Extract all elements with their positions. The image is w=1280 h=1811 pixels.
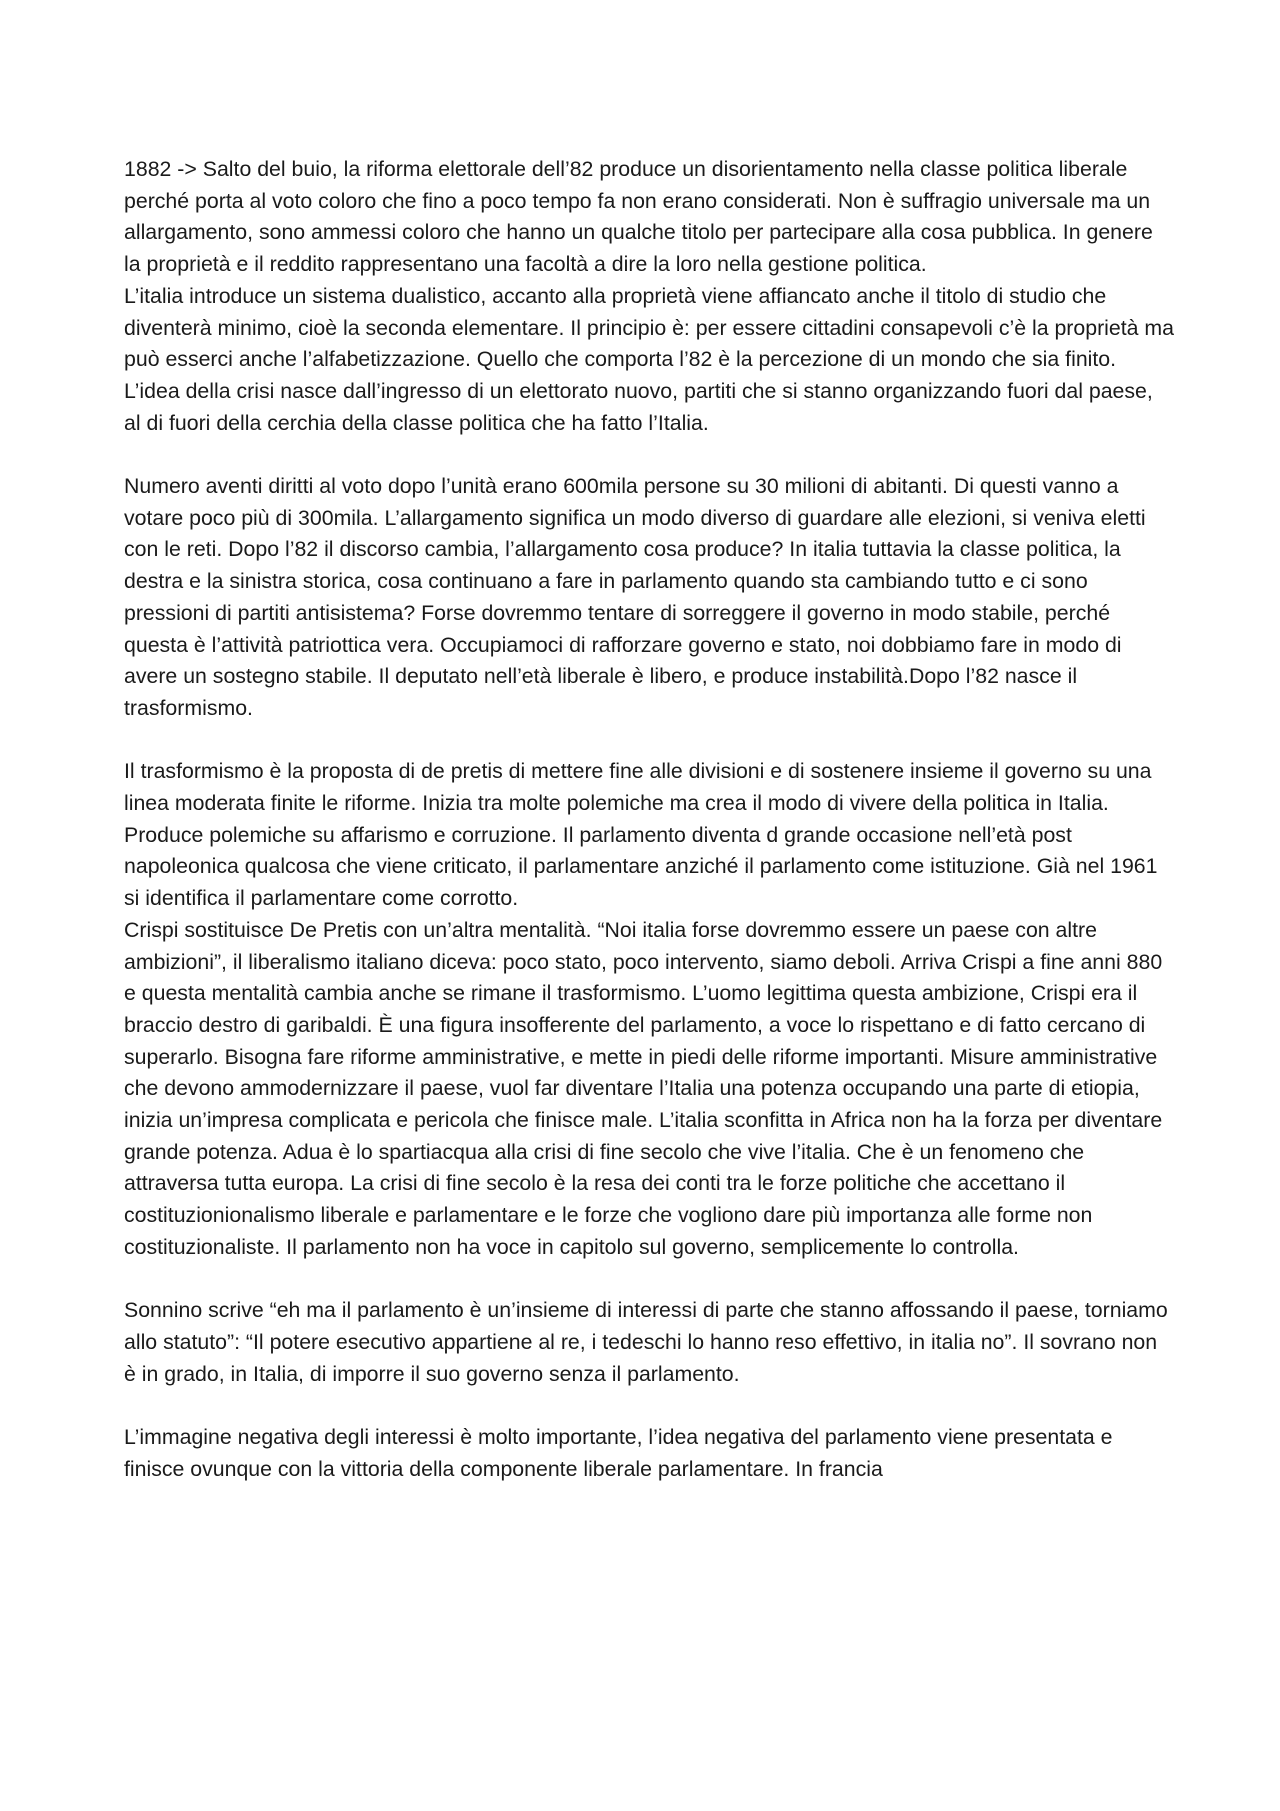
paragraph-trasformismo: Il trasformismo è la proposta di de pretis di mettere fine alle divisioni e di sostenere insieme il governo su una linea moderata finite le riforme. Inizia tra molte polemiche ma crea il modo di vivere della politica in Italia. Produce polemiche su affarismo e corruzione. Il parlamento diventa d grande occasione nell’età post napoleonica qualcosa che viene criticato, il parlamentare anziché il parlamento come istituzione. Già nel 1961 si identifica il parlamentare come corrotto.	[124, 759, 1158, 911]
paragraph-1882-reform: 1882 -> Salto del buio, la riforma elettorale dell’82 produce un disorientamento nella classe politica liberale perché porta al voto coloro che fino a poco tempo fa non erano considerati. Non è suffragio universale ma un allargamento, sono ammessi coloro che hanno un qualche titolo per partecipare alla cosa pubblica. In genere la proprietà e il reddito rappresentano una facoltà a dire la loro nella gestione politica.	[124, 157, 1153, 277]
paragraph-negative-image: L’immagine negativa degli interessi è molto importante, l’idea negativa del parlamento viene presentata e finisce ovunque con la vittoria della componente liberale parlamentare. In francia	[124, 1425, 1113, 1481]
paragraph-sonnino: Sonnino scrive “eh ma il parlamento è un’insieme di interessi di parte che stanno affossando il paese, torniamo allo statuto”: “Il potere esecutivo appartiene al re, i tedeschi lo hanno reso effettivo, in italia no”. Il sovrano non è in grado, in Italia, di imporre il suo governo senza il parlamento.	[124, 1298, 1168, 1386]
paragraph-gap	[124, 725, 1174, 757]
document-body	[124, 154, 1174, 1485]
paragraph-voters-number: Numero aventi diritti al voto dopo l’unità erano 600mila persone su 30 milioni di abitanti. Di questi vanno a votare poco più di 300mila. L’allargamento significa un modo diverso di guardare alle elezioni, si veniva eletti con le reti. Dopo l’82 il discorso cambia, l’allargamento cosa produce? In italia tuttavia la classe politica, la destra e la sinistra storica, cosa continuano a fare in parlamento quando sta cambiando tutto e ci sono pressioni di partiti antisistema? Forse dovremmo tentare di sorreggere il governo in modo stabile, perché questa è l’attività patriottica vera. Occupiamoci di rafforzare governo e stato, noi dobbiamo fare in modo di avere un sostegno stabile. Il deputato nell’età liberale è libero, e produce instabilità.Dopo l’82 nasce il trasformismo.	[124, 474, 1146, 720]
paragraph-gap	[124, 1390, 1174, 1422]
paragraph-crispi: Crispi sostituisce De Pretis con un’altra mentalità. “Noi italia forse dovremmo essere un paese con altre ambizioni”, il liberalismo italiano diceva: poco stato, poco intervento, siamo deboli. Arriva Crispi a fine anni 880 e questa mentalità cambia anche se rimane il trasformismo. L’uomo legittima questa ambizione, Crispi era il braccio destro di garibaldi. È una figura insofferente del parlamento, a voce lo rispettano e di fatto cercano di superarlo. Bisogna fare riforme amministrative, e mette in piedi delle riforme importanti. Misure amministrative che devono ammodernizzare il paese, vuol far diventare l’Italia una potenza occupando una parte di etiopia, inizia un’impresa complicata e pericola che finisce male. L’italia sconfitta in Africa non ha la forza per diventare grande potenza. Adua è lo spartiacqua alla crisi di fine secolo che vive l’italia. Che è un fenomeno che attraversa tutta europa. La crisi di fine secolo è la resa dei conti tra le forze politiche che accettano il costituzionionalismo liberale e parlamentare e le forze che vogliono dare più importanza alle forme non costituzionaliste. Il parlamento non ha voce in capitolo sul governo, semplicemente lo controlla.	[124, 917, 1163, 1259]
paragraph-dualistic-system: L’italia introduce un sistema dualistico, accanto alla proprietà viene affiancato anche il titolo di studio che diventerà minimo, cioè la seconda elementare. Il principio è: per essere cittadini consapevoli c’è la proprietà ma può esserci anche l’alfabetizzazione. Quello che comporta l’82 è la percezione di un mondo che sia finito. L’idea della crisi nasce dall’ingresso di un elettorato nuovo, partiti che si stanno organizzando fuori dal paese, al di fuori della cerchia della classe politica che ha fatto l’Italia.	[124, 283, 1175, 435]
paragraph-gap	[124, 439, 1174, 471]
paragraph-gap	[124, 1264, 1174, 1296]
